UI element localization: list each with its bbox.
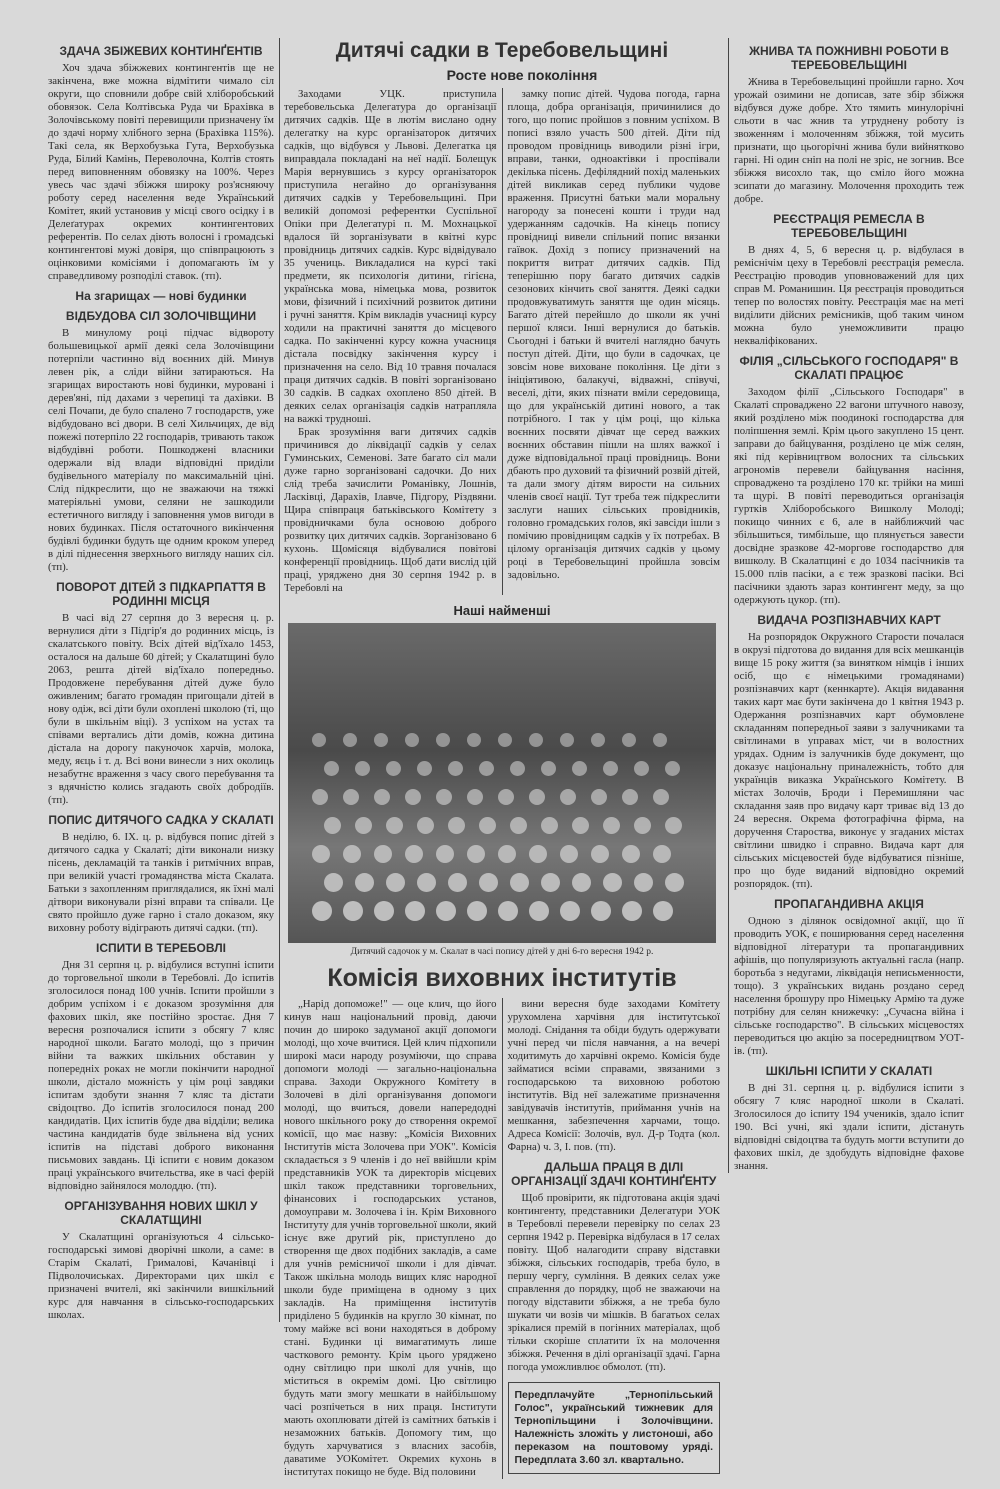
child-figure [417, 817, 434, 834]
article-title: ЖНИВА ТА ПОЖНИВНІ РОБОТИ В ТЕРЕБОВЕЛЬЩИНІ [749, 44, 949, 72]
child-figure [417, 761, 432, 776]
article-paragraph: В неділю, 6. IX. ц. р. відбувся попис дітей з дитячого садка у Скалаті; діти виконали низку пісень, декламацій та танків і ритмічних вправ, при великій участі громадянства міста Скалата. Батьки з захопленням приглядалися, як їхні малі дітвори виконували різні вправи та співали. Це свято пройшло дуже гарно і стало доказом, яку виховну роботу відіграють дитячі садки. (тп). [48, 831, 274, 934]
article-paragraph: В дні 31. серпня ц. р. відбулися іспити з обсягу 7 кляс народної школи в Скалаті. Зголосилося до іспиту 194 учеників, здало іспит 190. Всі учні, які здали іспити, дістануть відповідні свідоцтва та будуть могти вступити до фахових шкіл, де здобудуть відповідне фахове знання. [734, 1082, 964, 1172]
child-figure [405, 845, 423, 863]
child-figure [510, 761, 525, 776]
komisia-headline: Комісія виховних інститутів [327, 964, 677, 992]
kindergarten-photo [288, 623, 716, 943]
child-figure [343, 733, 357, 747]
child-figure [312, 845, 330, 863]
article-paragraph: В минулому році підчас відвороту большевицької армії деякі села Золочівщини потерпіли частинно від воєнних дій. Минув левен рік, а сліди війни затираються. На згарищах виростають нові будинки, муровані і дерев'яні, під дахами з черепиці та дахівки. В селі Почапи, де було спалено 7 господарств, уже відбудовано всі двори. В селі Хильчицях, де від пожежі потерпіло 22 господарів, тривають також відбудівні роботи. Пошкоджені власники одержали від влади відповідні приділи будівельного матеріалу по максимальній ціні. Слід підкреслити, що не зважаючи на тяжкі матеріяльні умови, селяни не зашкодили естетичного вигляду і заповнення умов вигоди в нових будинках. Після остаточного викінчення будівлі будинки будуть ще одним кроком уперед в ділі піднесення зверхнього вигляду наших сіл. (тп). [48, 327, 274, 573]
article-paragraph: Заходами УЦК. приступила теребовельська Делегатура до організації дитячих садків. Ще в лютім вислано одну делегатку на курс організаторок дитячих садків, що відбувся у Львові. Делегатка ця виправдала покладані на неї надії. Болещук Марія вернувшись з курсу організаторок приступила негайно до організування дитячих садків у Теребовельщині. При великій допомозі референтки Суспільної Опіки при Делегатурі п. М. Мохнацької вдалося їй зорганізувати в квітні курс провідниць дитячих садків. Курс відвідувало 35 учениць. Викладалися на курсі такі предмети, як психологія дитини, гігієна, українська мова, німецька мова, розвиток мови, фізичний і психічний розвиток дитини і ручні заняття. Крім викладів учасниці курсу ходили на практичні заняття до місцевого садка. По закінченні курсу кожна учасниця дістала посвідку закінчення курсу і призначення на село. Від 10 травня почалася праця дитячих садків. В повіті зорганізовано 30 садків. В садках охоплено 850 дітей. В деяких селах організація садків натрапляла на важкі трудноші. [284, 88, 497, 425]
child-figure [467, 789, 483, 805]
child-figure [653, 845, 671, 863]
article-title: ЗДАЧА ЗБІЖЕВИХ КОНТИНҐЕНТІВ [59, 44, 263, 58]
child-figure [498, 901, 518, 921]
child-figure [479, 817, 496, 834]
child-figure [448, 873, 467, 892]
column-1 [48, 38, 280, 1322]
article-paragraph: В часі від 27 серпня до 3 вересня ц. р. вернулися діти з Підгір'я до родинних місць, із скалатського повіту. Всіх дітей від'їхало 1453, осталося на дальше 60 дітей; у Скалатщині було 2063, решта дітей від'їхало попередньо. Продовжене перебування дітей дуже було оживленим; багато громадян пригощали дітей в нову одіж, всі діти були охоплені школою (ті, що були в шкільнім віці). З успіхом на устах та співами вертались діти домів, кожна дитина дістала на дорогу пакуночок харчів, молока, меду, яєць і т. д. Всі вони винесли з них околиць незабутнє враження з часу свого перебування та з вдячністю колись згадають своїх добродіїв. (тп). [48, 612, 274, 806]
child-figure [386, 817, 403, 834]
child-figure [560, 901, 580, 921]
article-paragraph: Брак зрозуміння ваги дитячих садків причинився до ліквідації садків у селах Гуминських, Семенові. Зате багато сіл мали дуже гарно зорганізовані садочки. До них слід треба зачислити Романівку, Лошнів, Ласківці, Дарахів, Ілавче, Підгору, Різдвяни. Щира співпраця батьківського Комітету з провідничками була основою доброго розвитку цих дитячих садків. Зорганізовано 6 кухонь. Щомісяця відбувалися повітові конференції провідниць. Щоб дати вислід цій праці, уряджено дня 30 серпня 1942 р. в Теребовлі на [284, 426, 497, 594]
child-figure [653, 733, 667, 747]
child-figure [622, 733, 636, 747]
article-paragraph: вини вересня буде заходами Комітету урухомлена харчівня для інститутської молоді. Снідання та обіди будуть одержувати учні перед чи після навчання, а на вечері ходитимуть до харчівні окремо. Комісія буде займатися всіми справами, звязаними з господарською та виховною роботою інститутів. Від неї залежатиме призначення завідувачів інститутів, приймання учнів на мешкання, забезпечення харчами, тощо. Адреса Комісії: Золочів, вул. Д-р Тодта (кол. Фарна) ч. 3, І. пов. (тп). [507, 998, 720, 1153]
child-figure [343, 901, 363, 921]
child-figure [591, 901, 611, 921]
child-figure [541, 761, 556, 776]
article-paragraph: Одною з ділянок освідомної акції, що її проводить УОК, є поширювання серед населення відповідної літератури та пропагандивних афішів, що популяризують актуальні гасла (напр. боротьба з недугами, ліквідація неписьменности, тощо). З українських видань розданo серед населення брошуру про Німецьку Армію та дуже потрібну для селян книжечку: „Сучасна війна і сільське господарство". В сільських місцевостях переводиться цю акцію за посередництвом УОТ-ів. (тп). [734, 915, 964, 1057]
child-figure [653, 789, 669, 805]
article-title: ДАЛЬША ПРАЦЯ В ДІЛІ ОРГАНІЗАЦІЇ ЗДАЧІ КОНТИНҐЕНТУ [511, 1160, 717, 1188]
child-figure [479, 873, 498, 892]
center-section [284, 38, 720, 1479]
main-title: Дитячі садки в Теребовельщині [335, 39, 669, 62]
child-figure [560, 733, 574, 747]
column-4 [728, 38, 964, 1173]
child-figure [591, 789, 607, 805]
child-figure [448, 761, 463, 776]
article-paragraph: В днях 4, 5, 6 вересня ц. р. відбулася в реміснічім цеху в Теребовлі реєстрація ремесла. Реєстрацію проводив уповноважений для цих справ М. Романишин. Ця реєстрація проводиться тепер по волостях повіту. Реєстрація має на меті виділити дійсних ремісників, щоб таким чином можна було унеможливити працю некваліфікованих. [734, 244, 964, 347]
child-figure [665, 873, 684, 892]
photo-caption: Дитячий садочок у м. Скалат в часі попису дітей у дні 6-го вересня 1942 р. [350, 947, 654, 957]
article-subtitle: ВІДБУДОВА СІЛ ЗОЛОЧІВЩИНИ [65, 309, 257, 323]
article-paragraph: Жнива в Теребовельщині пройшли гарно. Хоч урожай озимини не дописав, зате збір збіжжя відбувся дуже добре. Хто тямить минулорічні сльоти в час жнив та утруднену роботу із звоженням і молоченням збіжжя, той мусить признати, що цьогорічні жнива були вийнятково гарні. Ні один сніп на полі не зріс, не зогнив. Все збіжжя висохло так, що сміло його можна зсипати до магазину. Молочення проходить теж добре. [734, 76, 964, 205]
child-figure [603, 873, 622, 892]
article-title: РЕЄСТРАЦІЯ РЕМЕСЛА В ТЕРЕБОВЕЛЬЩИНІ [773, 212, 925, 240]
child-figure [529, 733, 543, 747]
child-figure [324, 817, 341, 834]
child-figure [498, 733, 512, 747]
child-figure [312, 789, 328, 805]
child-figure [355, 761, 370, 776]
child-figure [386, 873, 405, 892]
main-subtitle: Росте нове покоління [446, 67, 598, 83]
child-figure [467, 845, 485, 863]
column-2-bottom [284, 998, 502, 1479]
child-figure [665, 817, 682, 834]
child-figure [479, 761, 494, 776]
child-figure [665, 761, 680, 776]
child-figure [634, 817, 651, 834]
photo-title: Наші найменші [453, 603, 551, 618]
child-figure [436, 845, 454, 863]
child-figure [622, 901, 642, 921]
column-3-bottom [502, 998, 721, 1479]
child-figure [560, 789, 576, 805]
child-figure [405, 733, 419, 747]
article-title: ФІЛІЯ „СІЛЬСЬКОГО ГОСПОДАРЯ" В СКАЛАТІ ПРАЦЮЄ [739, 354, 959, 382]
child-figure [529, 789, 545, 805]
child-figure [355, 817, 372, 834]
article-title: ОРГАНІЗУВАННЯ НОВИХ ШКІЛ У СКАЛАТЩИНІ [64, 1199, 258, 1227]
article-paragraph: „Нарід допоможе!" — оце клич, що його кинув наш національний провід, даючи почин до широко задуманої акції допомоги молоді, що хоче вчитися. Цей клич підхопили широкі маси народу розуміючи, що справа допомоги молоді — загально-національна справа. Заходи Окружного Комітету в Золочеві в ділі організування допомоги молоді, що вчиться, довели напередодні нового шкільного року до створення окремої комісії, що має назву: „Комісія Виховних Інститутів міста Золочева при УОК". Комісія складається з 9 членів і до неї ввійшли крім представників УОК та директорів місцевих шкіл також представники торговельних, фінансових і господарських установ, домоуправи м. Золочева і ін. Крім Виховного Інституту для учнів торговельної школи, який існує вже другий рік, приступлено до створення ще двох подібних закладів, а саме для учнів ремісничої школи і для дівчат. Також шкільна молодь вищих кляс народної школи буде приміщена в одному з цих закладів. На приміщення інститутів приділено 5 будинків на кругло 30 кімнат, по тому майже всі вони находяться в доброму стані. Будинки ці вимагатимуть лише часткового ремонту. Крім цього уряджено одну світлицю при школі для учнів, що міститься в окремім домі. Цю світлицю будуть мати змогу мешкати в найбільшому часі розпічеться в них праця. Інститути мають охоплювати дітей із самітних батьків і незаможних батьків. Допомогу тим, що будуть харчуватися з власних засобів, даватиме УОКомітет. Окремих кухонь в інститутах покищо не буде. Від половини [284, 998, 497, 1478]
child-figure [324, 761, 339, 776]
child-figure [374, 733, 388, 747]
child-figure [622, 789, 638, 805]
child-figure [312, 733, 326, 747]
center-top-columns [284, 88, 720, 595]
child-figure [541, 817, 558, 834]
child-figure [436, 733, 450, 747]
child-figure [343, 845, 361, 863]
child-figure [374, 901, 394, 921]
child-figure [436, 901, 456, 921]
child-figure [591, 733, 605, 747]
center-bottom-columns [284, 998, 720, 1479]
child-figure [603, 817, 620, 834]
child-figure [467, 901, 487, 921]
child-figure [417, 873, 436, 892]
child-figure [498, 789, 514, 805]
child-figure [603, 761, 618, 776]
child-figure [572, 873, 591, 892]
child-figure [355, 873, 374, 892]
child-figure [510, 873, 529, 892]
child-figure [343, 789, 359, 805]
child-figure [374, 789, 390, 805]
article-title: На згарищах — нові будинки [75, 289, 247, 303]
child-figure [634, 761, 649, 776]
article-title: ПОПИС ДИТЯЧОГО САДКА У СКАЛАТІ [48, 813, 274, 827]
child-figure [324, 873, 343, 892]
child-figure [572, 761, 587, 776]
main-headline [284, 38, 720, 84]
child-figure [653, 901, 673, 921]
child-figure [436, 789, 452, 805]
child-figure [510, 817, 527, 834]
child-figure [622, 845, 640, 863]
child-figure [312, 901, 332, 921]
article-paragraph: замку попис дітей. Чудова погода, гарна площа, добра організація, причинилися до того, що попис пройшов з повним успіхом. В пописі взяло участь 500 дітей. Діти під проводом провідниць виводили різні ігри, вправи, танки, одноактівки і проспівали декілька пісень. Дефілядний похід маленьких дітей викликав серед публики чудове враження. Присутні батьки мали моральну нагороду за понесені кошти і труди над удержанням садочків. На кінець попису провідниці вивели спільний попис вязанки гаївок. Дохід з попису призначений на покриття витрат дитячих садків. Під теперішню пору багато дитячих садків сезонових кінчить свої заняття. Деякі садки продовжуватимуть заняття ще один місяць. Багато дітей перейшло до школи як учні першої кляси. Інші вернулися до батьків. Сьогодні і батьки й вчителі наглядно бачуть поступ дітей. Діти, що були в садочках, це зовсім нове виховане покоління. Це діти з ініціятивою, балакучі, відважні, співучі, веселі, діти, яких пізнати вміли середовища, що для українській дитині нового, а так потрібного. І так у цім році, що кілька воєнних посвяти дівчат ще серед важких воєнних обставин пішли на шлях важкої і дуже відповідальної праці провідниць. Вони дбають про духовий та фізичний розвій дітей, та дали змогу дітям вирости на сильних членів своєї нації. Тут треба теж підкреслити заслуги наших сільських провідників, головно громадських голов, які завсіди ішли з помічию провідницям садків у їх потребах. В цілому організація дитячих садків у цьому році в Теребовельщині пройшла зовсім задовільно. [507, 88, 720, 581]
child-figure [591, 845, 609, 863]
article-title: ІСПИТИ В ТЕРЕБОВЛІ [96, 941, 226, 955]
column-2 [284, 88, 502, 595]
article-title: ВИДАЧА РОЗПІЗНАВЧИХ КАРТ [757, 613, 941, 627]
child-figure [467, 733, 481, 747]
article-paragraph: Дня 31 серпня ц. р. відбулися вступні іспити до торговельної школи в Теребовлі. До іспитів зголосилося понад 100 учнів. Іспити пройшли з добрим успіхом і є доказом зрозуміння для фахових шкіл, яке постійно зростає. Дня 7 вересня розпочалися іспити з обсягу 7 кляс народної школи. Багато молоді, що з причин війни та важких шкільних обставин у попередніх роках не могли покінчити народної школи, дістало можність у цім році завдяки іспитам здобути знання 7 кляс та дістати свідоцтво. До іспитів зголосилося понад 200 кандидатів. Цих іспитів буде два відділи; велика частина кандидатів буде звільнена від усних іспитів на підставі доброго виконання письмових завдань. Ці іспити є новим доказом праці українського вчительства, яке в часі ферій відповідно зайнялося молоддю. (тп). [48, 959, 274, 1192]
subscription-notice: Передплачуйте „Тернопільський Голос", український тижневик для Тернопільщини і Золочівщини. Належність зложіть у листоноші, або переказом на поштовому уряді. Передплата 3.60 зл. квартально. [508, 1382, 721, 1474]
child-figure [498, 845, 516, 863]
child-figure [541, 873, 560, 892]
article-paragraph: У Скалатщині організуються 4 сільсько-господарські зимові дворічні школи, а саме: в Старім Скалаті, Грималові, Качанівці і Підволочиськах. Директорами цих шкіл є призначені вчителі, які закінчили вишкільний курс для навчання в сільсько-господарських школах. [48, 1231, 274, 1321]
child-figure [374, 845, 392, 863]
child-figure [405, 789, 421, 805]
article-paragraph: Хоч здача збіжжевих контингентів ще не закінчена, вже можна відмітити чимало сіл округи, що сповнили добре свій хліборобський обовязок. Села Колтівська Руда чи Брахівка в Золочівському повіті перевищили призначену їм до здачі норму хлібного зерна (Брахівка 115%). Такі села, як Верхобузька Гута, Верхобузька Руда, Білий Камінь, Переволочна, Колтів стоять перед виповненням обовязку на 100%. Через увесь час здачі збіжжя широку роз'ясняючу роботу серед населення веде Український Комітет, який установив у місці свого осідку і в Делеґатурах окремих контингентових референтів. По селах діють волосні і громадські контингентові мужі довіря, що співпрацюють з оцінковими комісіями і допомагають їм у справедливому розподілі ставок. (тп). [48, 62, 274, 282]
article-paragraph: На розпорядок Окружного Старости почалася в окрузі підготова до видання для всіх мешканців вище 15 року життя (за винятком німців і інших осіб, що є німецькими громадянами) розпізнавчих карт (кеннкарте). Акція видавання таких карт має бути закінчена до 1 квітня 1943 р. Одержання розпізнавчих карт обумовлене складанням попередньої заяви з залучниками та світлинами в управах міст, чи в волостних урядах. Одним із залучників буде документ, що доказує національну приналежність, тобто для українців виказка Українського Комітету. В містах Золочів, Броди і Перемишляни час складання заяв про видачу карт триває від 13 до 24 вересня. Окрема фотографічна фірма, на доручення Староства, виконує у згаданих містах світлини швидко і справно. Видача карт для сільських місцевостей буде відбуватися пізніше, про що буде виданий відповідно окремий розпорядок. (тп). [734, 631, 964, 890]
article-paragraph: Заходом філії „Сільського Господаря" в Скалаті спроваджено 22 вагони штучного навозу, який розділено між поодинокі господарства для поліпшення землі. Крім цього закуплено 15 цент. заправи до байцування, розділено це між селян, які під керівництвом волосних та сільських агрономів перевели байцування насіння, спроваджено та розділено 170 кг. трійки на миші та щурі. В повіті переводиться організація гуртків Хліборобського Вишколу Молоді; покищо чинних є 6, але в найближчий час збільшиться, тимбільше, що плянується завести досвідне зразкове 42-моргове господарство для вишколу. В Скалатщині є до 1034 пасічників та 15.000 плів пасіки, а є теж зразкові пасіки. Всі пасічники здають зараз контингент меду, за що одержують цукор. (тп). [734, 386, 964, 606]
child-figure [560, 845, 578, 863]
child-figure [634, 873, 653, 892]
article-title: ПОВОРОТ ДІТЕЙ З ПІДКАРПАТТЯ В РОДИННІ МІСЦЯ [56, 580, 266, 608]
column-3 [502, 88, 721, 595]
child-figure [386, 761, 401, 776]
article-title: ПРОПАГАНДИВНА АКЦІЯ [774, 897, 924, 911]
child-figure [448, 817, 465, 834]
child-figure [529, 901, 549, 921]
article-title: ШКІЛЬНІ ІСПИТИ У СКАЛАТІ [765, 1064, 933, 1078]
child-figure [529, 845, 547, 863]
article-paragraph: Щоб провірити, як підготована акція здачі контингенту, представники Делегатури УОК в Теребовлі перевели перевірку по селах 23 серпня 1942 р. Перевірка відбулася в 17 селах повіту. Щоб налагодити справу відставки збіжжя, сільських господарів, треба було, в першу чергу, сумління. В деяких селах уже справлення до порядку, щоб не зважаючи на погоду відставити збіжжя, а не треба було шукати чи возів чи мішків. В багатьох селах зрікалися премій в погінних матеріалах, щоб тільки скоріше сплатити їх на молочення збіжжя. Речення в ділі організації здачі. Гарна погода уможливлює обмолот. (тп). [507, 1192, 720, 1373]
child-figure [572, 817, 589, 834]
child-figure [405, 901, 425, 921]
